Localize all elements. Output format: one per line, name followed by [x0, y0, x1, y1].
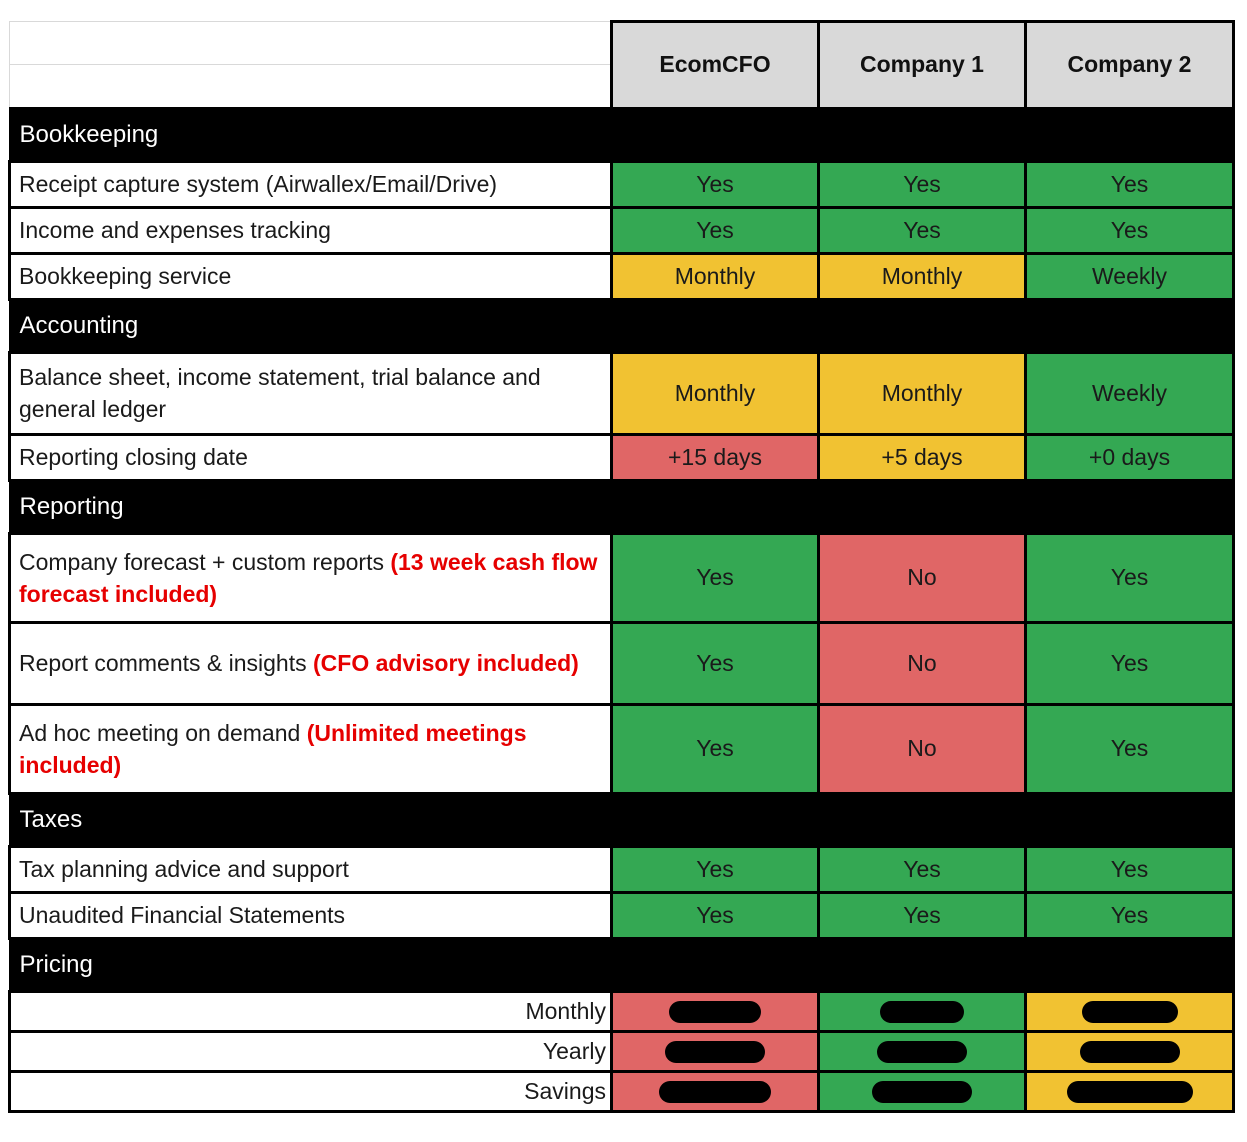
section-row [10, 938, 1234, 991]
pricing-cell [819, 991, 1026, 1031]
column-header-company-1: Company 1 [819, 22, 1026, 109]
pricing-row [10, 1071, 1234, 1111]
pricing-row [10, 991, 1234, 1031]
redacted-price-mark [665, 1041, 765, 1063]
row-label [10, 622, 612, 704]
value-cell: Yes [612, 892, 819, 938]
section-row [10, 480, 1234, 533]
value-cell: Monthly [612, 253, 819, 299]
row-label [10, 892, 612, 938]
table-row [10, 622, 1234, 704]
redacted-price-mark [1082, 1001, 1178, 1023]
redacted-price-mark [659, 1081, 771, 1103]
value-cell: No [819, 533, 1026, 622]
value-cell: Yes [819, 892, 1026, 938]
section-title: Bookkeeping [10, 108, 1234, 161]
row-label-highlight: (CFO advisory included) [313, 650, 579, 676]
value-cell: Yes [1026, 846, 1234, 892]
section-title: Reporting [10, 480, 1234, 533]
value-cell: Yes [1026, 892, 1234, 938]
section-row [10, 793, 1234, 846]
value-cell: Yes [612, 846, 819, 892]
pricing-cell [612, 1071, 819, 1111]
value-cell: Yes [612, 207, 819, 253]
table-row [10, 352, 1234, 434]
pricing-label: Monthly [10, 991, 612, 1031]
table-row [10, 704, 1234, 793]
redacted-price-mark [1067, 1081, 1193, 1103]
value-cell: Yes [1026, 622, 1234, 704]
value-cell: Yes [1026, 161, 1234, 207]
pricing-cell [819, 1071, 1026, 1111]
row-label-text: Reporting closing date [19, 444, 248, 470]
value-cell: Yes [612, 704, 819, 793]
row-label [10, 846, 612, 892]
table-row [10, 434, 1234, 480]
value-cell: Yes [1026, 704, 1234, 793]
table-row [10, 161, 1234, 207]
section-title: Accounting [10, 299, 1234, 352]
comparison-sheet [8, 20, 1232, 1113]
row-label-text: Bookkeeping service [19, 263, 232, 289]
table-row [10, 207, 1234, 253]
section-row [10, 108, 1234, 161]
pricing-cell [1026, 1031, 1234, 1071]
value-cell: No [819, 704, 1026, 793]
row-label-highlight: (Unlimited meetings included) [19, 719, 527, 778]
row-label [10, 161, 612, 207]
row-label-text: Balance sheet, income statement, trial balance and general ledger [19, 364, 541, 422]
header-blank-top [10, 22, 612, 65]
value-cell: Monthly [819, 352, 1026, 434]
redacted-price-mark [872, 1081, 972, 1103]
value-cell: Monthly [612, 352, 819, 434]
redacted-price-mark [1080, 1041, 1180, 1063]
row-label [10, 533, 612, 622]
pricing-label: Yearly [10, 1031, 612, 1071]
table-row [10, 253, 1234, 299]
section-title: Pricing [10, 938, 1234, 991]
pricing-cell [612, 991, 819, 1031]
redacted-price-mark [877, 1041, 967, 1063]
row-label-text: Unaudited Financial Statements [19, 902, 346, 928]
pricing-cell [612, 1031, 819, 1071]
value-cell: Yes [612, 161, 819, 207]
header-blank-bottom [10, 65, 612, 109]
row-label [10, 434, 612, 480]
column-header-ecomcfo: EcomCFO [612, 22, 819, 109]
value-cell: Yes [1026, 533, 1234, 622]
pricing-cell [1026, 1071, 1234, 1111]
table-row [10, 533, 1234, 622]
section-title: Taxes [10, 793, 1234, 846]
value-cell: Weekly [1026, 253, 1234, 299]
row-label-text: Income and expenses tracking [19, 217, 331, 243]
value-cell: Yes [1026, 207, 1234, 253]
header-row [10, 22, 1234, 65]
row-label-text: Report comments & insights [19, 650, 314, 676]
value-cell: Monthly [819, 253, 1026, 299]
value-cell: Yes [612, 533, 819, 622]
pricing-cell [819, 1031, 1026, 1071]
value-cell: Weekly [1026, 352, 1234, 434]
section-row [10, 299, 1234, 352]
pricing-row [10, 1031, 1234, 1071]
table-row [10, 846, 1234, 892]
value-cell: No [819, 622, 1026, 704]
row-label-text: Receipt capture system (Airwallex/Email/Drive) [19, 171, 498, 197]
value-cell: +5 days [819, 434, 1026, 480]
row-label [10, 253, 612, 299]
row-label-text: Company forecast + custom reports [19, 548, 391, 575]
table-row [10, 892, 1234, 938]
value-cell: Yes [819, 161, 1026, 207]
row-label [10, 207, 612, 253]
row-label [10, 352, 612, 434]
pricing-cell [1026, 991, 1234, 1031]
redacted-price-mark [669, 1001, 761, 1023]
row-label [10, 704, 612, 793]
column-header-company-2: Company 2 [1026, 22, 1234, 109]
value-cell: +0 days [1026, 434, 1234, 480]
row-label-highlight: (13 week cash flow forecast included) [19, 548, 598, 607]
comparison-table [8, 20, 1235, 1113]
value-cell: Yes [612, 622, 819, 704]
row-label-text: Ad hoc meeting on demand [19, 719, 307, 746]
value-cell: +15 days [612, 434, 819, 480]
value-cell: Yes [819, 207, 1026, 253]
redacted-price-mark [880, 1001, 964, 1023]
value-cell: Yes [819, 846, 1026, 892]
row-label-text: Tax planning advice and support [19, 856, 349, 882]
pricing-label: Savings [10, 1071, 612, 1111]
